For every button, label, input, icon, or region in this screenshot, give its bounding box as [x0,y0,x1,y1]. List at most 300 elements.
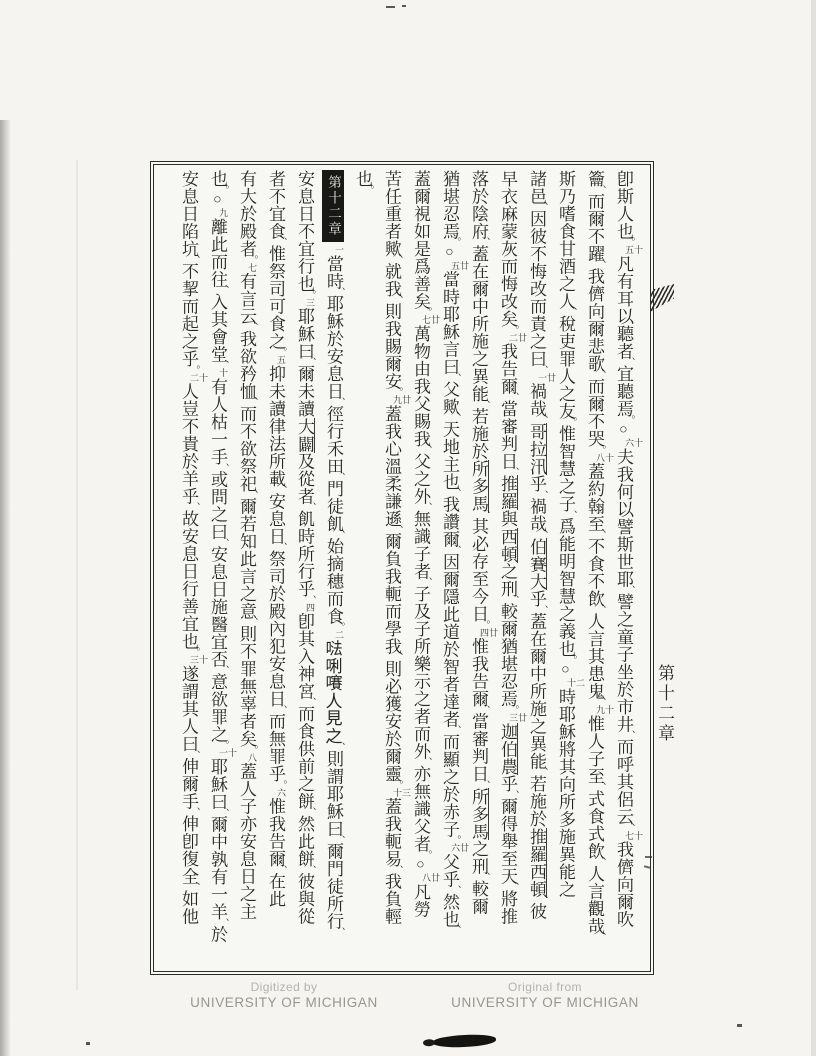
text-column [406,170,440,968]
punctuation-mark: 、 [217,807,228,818]
verse-number-marker: 三十 [392,787,411,797]
punctuation-mark: 、 [565,307,576,318]
column-text: 於 [208,925,227,943]
column-text: 而顯之於赤子 [440,733,459,838]
punctuation-mark: 。 [420,307,431,318]
column-text: 而呼其侶云 [614,738,633,826]
verse-number-marker: 八 [247,752,257,762]
column-text: 式食式飲 [585,790,604,860]
punctuation-mark: 、 [420,444,431,455]
punctuation-mark: 。 [565,654,576,665]
verse-number-marker: 十八 [595,452,614,462]
punctuation-mark: 、 [536,202,547,213]
proper-noun: 迦伯農 [498,722,517,775]
punctuation-mark: 、 [333,287,344,298]
column-text: 爾未讀 [295,365,314,418]
column-text: 之刑 [498,562,517,598]
scan-speck [386,6,395,8]
punctuation-mark: 、 [333,742,344,753]
punctuation-mark: 、 [449,725,460,736]
punctuation-mark: 。 [623,237,634,248]
text-column [493,170,527,968]
punctuation-mark: 、 [188,502,199,513]
column-text: 爾負我軛而學我 [382,532,401,655]
verse-number-marker: 十五 [624,245,643,255]
column-text: 夫我何以譬斯世耶 [614,448,633,588]
column-text: 安息日施醫宜否 [208,545,227,668]
punctuation-mark: 、 [594,857,605,868]
punctuation-mark: 、 [275,237,286,248]
column-text: 父之外 [411,452,430,505]
punctuation-mark: 、 [536,767,547,778]
ink-smudge [432,1034,496,1048]
column-text: 而爾不哭 [585,377,604,448]
column-text: 其必存至今日 [469,517,488,623]
column-text: 與 [498,510,517,528]
proper-noun: 西頓 [498,527,517,563]
punctuation-mark: 、 [449,487,460,498]
punctuation-mark: 、 [333,529,344,540]
punctuation-mark: 。 [420,849,431,860]
punctuation-mark: 。 [623,414,634,425]
column-text: 安息日不宜行也 [295,170,314,293]
punctuation-mark: 。 [304,289,315,300]
column-text: 我讚爾 [440,495,459,548]
punctuation-mark: 、 [420,502,431,513]
column-text: 蓋在爾中所施之異能 [469,245,488,403]
verse-number-marker: 四 [305,602,315,612]
section-ring-mark: ○ [413,857,428,873]
punctuation-mark: 、 [217,360,228,371]
column-text: 子及子所樂示之者而外 [411,585,430,760]
column-text: 凡有耳以聽者 [614,255,633,360]
punctuation-mark: 、 [536,604,547,615]
section-ring-mark: ○ [616,422,631,438]
column-text: 我儕向爾吹 [614,840,633,928]
column-text: 如他 [179,890,198,925]
proper-noun: 大闢 [295,417,314,453]
proper-noun: 所多馬 [469,460,488,513]
punctuation-mark: 。 [478,619,489,630]
column-text: 當審判日 [469,712,488,783]
punctuation-mark: 、 [478,704,489,715]
punctuation-mark: 、 [507,594,518,605]
column-text: 人言觀哉 [585,865,604,935]
punctuation-mark: 、 [536,894,547,905]
punctuation-mark: 、 [449,545,460,556]
punctuation-mark: 、 [391,524,402,535]
column-text: 蓋在爾中所施之異能 [527,612,546,770]
proper-noun: 推羅西頓 [527,827,546,898]
column-text: 故安息日行善宜也 [179,510,198,650]
punctuation-mark: 、 [507,882,518,893]
verse-number-marker: 七 [247,262,257,272]
punctuation-mark: 。 [565,417,576,428]
column-text: 入其會堂 [208,293,227,363]
column-text: 禍哉 [527,382,546,418]
column-text: 徑行禾田 [324,405,343,475]
column-text: 蓋我心溫柔謙遜 [382,405,401,528]
punctuation-mark: 、 [594,697,605,708]
column-text: 將推 [498,890,517,925]
verse-number-marker: 廿五 [450,260,469,270]
verse-number-marker: 廿九 [392,395,411,405]
scan-speck [402,5,406,7]
punctuation-mark: 、 [536,529,547,540]
punctuation-mark: 、 [246,322,257,333]
page-crease-line [76,160,78,990]
column-text: 當時 [324,255,343,290]
punctuation-mark: 、 [507,467,518,478]
column-text: 而不欲祭祀 [237,405,256,493]
column-text: 離此而往 [208,218,227,288]
punctuation-mark: 、 [217,537,228,548]
column-text: 有言云 [237,272,256,325]
column-text: 也 [353,170,372,188]
column-text: 及從者 [295,452,314,505]
footer-university-right: UNIVERSITY OF MICHIGAN [451,995,639,1010]
column-text: 宜聽焉 [614,365,633,418]
footer-university-left: UNIVERSITY OF MICHIGAN [190,995,378,1010]
column-text: 稅吏罪人之友 [556,315,575,420]
punctuation-mark: 、 [188,882,199,893]
footer-original-line: Original from [508,980,582,994]
punctuation-mark: 、 [478,399,489,410]
column-text: 安息日陷坑 [179,170,198,258]
punctuation-mark: 、 [507,789,518,800]
punctuation-mark: 。 [275,347,286,358]
column-text: 而食供前之餅 [295,705,314,810]
column-text: 遂謂其人曰 [179,665,198,753]
text-column [377,170,411,968]
text-column [232,170,261,968]
punctuation-mark: 、 [304,807,315,818]
column-text: 凡勞 [411,883,430,918]
column-text: 亦無識父者 [411,765,430,853]
punctuation-mark: 、 [217,665,228,676]
punctuation-mark: 。 [246,744,257,755]
column-text: 有人枯一手 [208,378,227,466]
column-text: 惟我告爾 [469,637,488,708]
punctuation-mark: 、 [623,585,634,596]
column-text: 乎 [498,775,517,793]
column-text: 若施於 [527,775,546,828]
punctuation-mark: 、 [478,779,489,790]
column-text: 則謂耶穌曰 [324,750,343,838]
column-text: 父乎 [440,853,459,888]
punctuation-mark: 。 [391,779,402,790]
punctuation-mark: 、 [594,529,605,540]
punctuation-mark: 、 [594,604,605,615]
punctuation-mark: 。 [507,324,518,335]
column-text: 爾門徒所行 [324,842,343,930]
margin-tick [645,856,652,858]
punctuation-mark: 、 [275,704,286,715]
proper-noun: 伯賽大 [527,537,546,590]
column-text: 蓋爾視如是爲善矣 [411,170,430,310]
punctuation-mark: 。 [333,622,344,633]
punctuation-mark: 、 [449,925,460,936]
section-ring-mark: ○ [442,245,457,261]
column-text: 𠵽唎㘔人見之 [324,640,343,745]
column-text: 乎 [527,475,546,493]
punctuation-mark: 、 [246,489,257,500]
column-text: 當審判日 [498,400,517,470]
punctuation-mark: 、 [420,757,431,768]
punctuation-mark: 。 [217,740,228,751]
verse-number-marker: 廿三 [508,712,527,722]
verse-number-marker: 廿八 [421,873,440,883]
column-text: 祭司於殿內犯安息日 [266,550,285,708]
verse-number-marker: 一 [334,245,344,255]
column-text: 因爾隱此道於智者達者 [440,553,459,728]
column-text: 而無罪乎 [266,712,285,783]
column-text: 爾中孰有一羊 [208,815,227,921]
punctuation-mark: 、 [594,259,605,270]
punctuation-mark: 。 [246,254,257,265]
verse-number-marker: 廿六 [450,843,469,853]
column-text: 卽其入神宮 [295,612,314,700]
verse-number-marker: 五 [276,355,286,365]
punctuation-mark: 、 [188,254,199,265]
punctuation-mark: 、 [536,414,547,425]
column-text: 門徒飢 [324,480,343,533]
punctuation-mark: 、 [623,730,634,741]
column-text: 較爾 [469,880,488,915]
column-text: 爲能明智慧之義也 [556,517,575,658]
column-text: 伸卽復全 [179,815,198,885]
column-text: 斯乃嗜食甘酒之人 [556,170,575,310]
punctuation-mark: 、 [478,237,489,248]
scan-speck [86,1042,90,1045]
punctuation-mark: 。 [391,387,402,398]
punctuation-mark: 、 [217,285,228,296]
column-text: 耶穌於安息日 [324,295,343,400]
column-text: 彼 [527,902,546,920]
text-column [435,170,469,968]
punctuation-mark: 、 [391,294,402,305]
punctuation-mark: 、 [188,807,199,818]
column-text: 苦任重者歟 [382,170,401,258]
punctuation-mark: 。 [507,704,518,715]
punctuation-mark: 。 [188,647,199,658]
column-text: 猶堪忍焉 [440,170,459,240]
punctuation-mark: 。 [217,184,228,195]
column-text: 天地主也 [440,420,459,491]
punctuation-mark: 、 [623,357,634,368]
text-column [551,170,585,968]
column-text: 時耶穌將其向所多施異能之 [556,688,575,898]
footer-digitized-by [158,980,410,1010]
column-text: 耶穌曰 [295,307,314,360]
column-text: 人言其患鬼 [585,612,604,700]
proper-noun: 哥拉汛 [527,422,546,475]
text-column [580,170,614,968]
column-text: 萬物由我父賜我 [411,325,430,448]
punctuation-mark: 、 [594,184,605,195]
text-column [319,170,348,968]
column-text: 惟人子至 [585,715,604,785]
footer-digitized-line: Digitized by [250,980,318,994]
verse-number-marker: 十三 [189,655,208,665]
column-text: 意欲罪之 [208,673,227,743]
column-text: 落於陰府 [469,170,488,240]
verse-number-marker: 二十 [566,678,585,688]
punctuation-mark: 、 [449,885,460,896]
verse-number-marker: 十 [218,368,228,378]
column-text: 而爾不躍 [585,192,604,263]
punctuation-mark: 、 [275,864,286,875]
page-gutter-shadow [0,120,11,1056]
punctuation-mark: 、 [304,357,315,368]
punctuation-mark: 、 [304,502,315,513]
column-text: 惟智慧之子 [556,425,575,513]
column-text: 早衣麻蒙灰而悔改矣 [498,170,517,328]
column-text: 我儕向爾悲歌 [585,267,604,373]
column-text: 因彼不悔改而責之曰 [527,210,546,368]
punctuation-mark: 、 [507,392,518,403]
column-text: 蓋約翰至 [585,462,604,533]
punctuation-mark: 、 [594,932,605,943]
verse-number-marker: 三 [305,297,315,307]
column-text: 父歟 [440,380,459,416]
column-text: 者不宜食 [266,170,285,240]
column-text: 譬之童子坐於市井 [614,593,633,733]
column-text: 耶穌曰 [208,758,227,811]
verse-number-marker: 十六 [624,438,643,448]
column-text: 不食不飲 [585,537,604,608]
text-column [609,170,643,968]
verse-number-marker: 廿一 [537,372,556,382]
punctuation-mark: 、 [536,364,547,375]
column-text: 我告爾 [498,342,517,395]
punctuation-mark: 。 [449,835,460,846]
punctuation-mark: 、 [217,462,228,473]
punctuation-mark: 、 [333,472,344,483]
punctuation-mark: 。 [188,364,199,375]
punctuation-mark: 。 [449,237,460,248]
punctuation-mark: 、 [246,617,257,628]
column-text: 就我 [382,262,401,298]
column-text: 乎 [527,590,546,608]
proper-noun: 所多馬 [469,787,488,840]
punctuation-mark: 、 [217,917,228,928]
column-text: 爾得舉至天 [498,797,517,885]
punctuation-mark: 、 [304,697,315,708]
column-text: 諸邑 [527,170,546,205]
section-ring-mark: ○ [558,662,573,678]
column-text: 當時耶穌言曰 [440,270,459,376]
column-text: 不挈而起之乎 [179,262,198,368]
punctuation-mark: 、 [420,577,431,588]
verse-number-marker: 十二 [189,372,208,382]
column-text: 之刑 [469,840,488,875]
punctuation-mark: 、 [594,369,605,380]
verse-number-marker: 十九 [595,705,614,715]
column-text: 卽斯人也 [614,170,633,240]
text-column [348,170,377,968]
punctuation-mark: 、 [275,484,286,495]
punctuation-mark: 、 [333,927,344,938]
punctuation-mark: 、 [391,254,402,265]
column-text: 在此 [266,872,285,908]
punctuation-mark: 、 [188,749,199,760]
punctuation-mark: 、 [478,872,489,883]
column-text: 禍哉 [527,497,546,533]
column-text: 然此餅 [295,815,314,868]
column-text: 飢時所行乎 [295,510,314,598]
punctuation-mark: 、 [333,834,344,845]
column-text: 蓋人子亦安息日之主 [237,762,256,920]
verse-number-marker: 廿二 [508,332,527,342]
punctuation-mark: 、 [304,864,315,875]
column-text: 我欲矜恤 [237,330,256,400]
text-column [290,170,319,968]
punctuation-mark: 。 [362,184,373,195]
punctuation-mark: 、 [536,489,547,500]
punctuation-mark: 、 [565,509,576,520]
column-text: 有大於殿者 [237,170,256,258]
text-column [203,170,237,968]
column-text: 則我賜爾安 [382,302,401,390]
column-text: 伸爾手 [179,757,198,810]
punctuation-mark: 、 [304,594,315,605]
column-text: 惟我告爾 [266,797,285,868]
verse-number-marker: 廿七 [421,315,440,325]
proper-noun: 推羅 [498,475,517,510]
punctuation-mark: 、 [275,542,286,553]
verse-number-marker: 六 [276,787,286,797]
column-text: 彼與從 [295,872,314,925]
column-text: 較爾猶堪忍焉 [498,602,517,708]
column-text: 則不罪無辜者矣 [237,625,256,748]
verse-number-marker: 十一 [218,748,237,758]
footer-original-from [420,980,670,1010]
punctuation-mark: 、 [449,412,460,423]
punctuation-mark: 、 [478,509,489,520]
punctuation-mark: 。 [275,779,286,790]
punctuation-mark: 、 [623,822,634,833]
column-text: 始摘穗而食 [324,537,343,625]
verse-number-marker: 廿四 [479,627,498,637]
text-column [522,170,556,968]
column-text: 抑未讀律法所載 [266,365,285,488]
punctuation-mark: 、 [333,397,344,408]
margin-chapter-label: 第十二章 [655,664,674,744]
verse-number-marker: 九 [218,208,228,218]
column-text: 若施於 [469,407,488,460]
column-text: 爾若知此言之意 [237,497,256,620]
column-text: 無識子者 [411,510,430,580]
verse-number-marker: 十七 [624,830,643,840]
column-text: 然也 [440,893,459,928]
punctuation-mark: 、 [449,372,460,383]
chapter-heading-box: 第十二章 [322,170,344,242]
punctuation-mark: 。 [594,444,605,455]
page-edge-shadow [811,0,816,1056]
column-text: 人豈不貴於羊乎 [179,382,198,505]
text-column [261,170,290,968]
punctuation-mark: 、 [391,864,402,875]
text-columns [158,170,646,968]
scan-speck [737,1024,742,1027]
punctuation-mark: 、 [391,652,402,663]
verse-number-marker: 二 [334,630,344,640]
punctuation-mark: 、 [246,397,257,408]
text-column [174,170,208,968]
section-ring-mark: ○ [210,192,225,208]
column-text: 也 [208,170,227,188]
